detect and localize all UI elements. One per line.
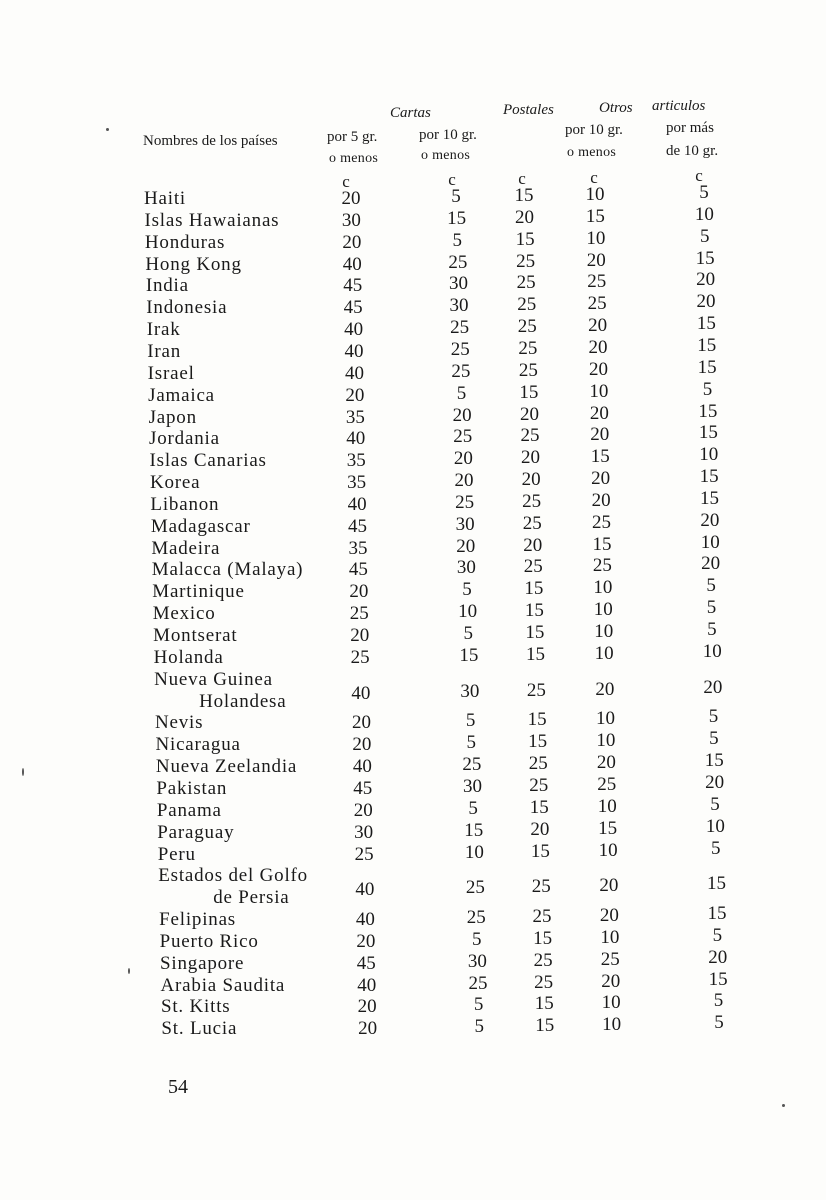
rate-cell: 10 [694,203,714,225]
rate-cell: 25 [462,754,482,776]
rate-cell: 20 [519,403,539,425]
country-name: Honduras [144,231,226,253]
rate-cell: 15 [700,487,719,509]
rate-cell: 40 [352,756,372,778]
rate-cell: 30 [460,680,480,702]
country-name: Islas Canarias [149,450,267,472]
rate-cell: 20 [356,930,376,952]
rate-cell: 25 [517,316,537,338]
rate-cell: 5 [452,229,462,251]
rate-cell: 15 [524,600,544,622]
rate-cell: 15 [529,796,549,818]
rate-cell: 25 [451,360,471,382]
rate-cell: 45 [356,952,376,974]
rate-cell: 25 [587,271,607,293]
rate-cell: 20 [590,424,610,446]
rate-cell: 15 [459,644,479,666]
rate-cell: 15 [514,185,534,206]
rate-cell: 25 [522,490,542,512]
rate-cell: 5 [473,994,484,1016]
header-omenos-3: o menos [567,145,617,160]
rate-cell: 15 [706,873,726,895]
country-name: Estados del Golfo [158,865,308,887]
country-name: Jamaica [148,384,215,406]
unit-label: c [448,170,456,189]
rate-cell: 30 [463,775,483,797]
country-name: Pakistan [156,777,228,799]
unit-label: c [590,168,598,187]
rate-cell: 20 [530,818,550,840]
rate-cell: 15 [590,446,610,468]
rate-cell: 25 [533,949,553,971]
rate-cell: 20 [591,489,611,511]
rate-cell: 20 [701,553,721,575]
scan-speck [106,128,109,131]
country-name: Felipinas [159,909,237,931]
country-name: India [145,275,189,297]
rate-cell: 5 [710,793,720,815]
scan-speck [128,968,130,974]
rate-cell: 25 [453,426,473,448]
rate-cell: 25 [450,317,470,339]
rate-cell: 5 [463,623,473,644]
rate-cell: 5 [713,990,724,1012]
rate-cell: 45 [348,515,368,537]
rate-cell: 15 [585,205,605,227]
rate-cell: 15 [698,400,718,422]
header-cartas: Cartas [390,105,431,121]
rate-cell: 15 [533,927,553,949]
country-name: Irak [146,319,181,341]
rate-cell: 10 [597,795,617,817]
rate-cell: 5 [709,728,719,750]
scan-speck [22,768,24,776]
rate-cell: 15 [708,968,728,990]
rate-cell: 25 [600,948,620,970]
country-name-continued: de Persia [213,887,290,909]
rate-cell: 10 [458,601,478,623]
rate-cell: 5 [699,182,709,203]
rate-cell: 5 [700,225,710,247]
rate-cell: 5 [706,575,716,597]
rate-cell: 35 [346,450,366,472]
rate-cell: 15 [528,731,548,753]
rate-cell: 10 [593,577,613,599]
rate-cell: 45 [343,275,363,297]
rate-cell: 45 [348,559,368,581]
country-name: Martinique [152,581,245,603]
country-name: Nueva Zeelandia [155,756,298,778]
rate-cell: 40 [357,974,377,996]
rate-cell: 25 [518,359,538,381]
header-por5: por 5 gr. [327,129,378,145]
rate-cell: 20 [521,469,541,491]
country-name: Madagascar [150,515,251,537]
rate-cell: 25 [522,512,542,534]
rate-cell: 25 [532,906,552,928]
rate-cell: 25 [534,971,554,993]
country-name-continued: Holandesa [199,690,287,712]
country-name: St. Lucia [161,1018,238,1040]
rate-cell: 10 [705,815,725,837]
country-name: Madeira [151,537,221,559]
rate-cell: 20 [456,535,476,557]
rate-cell: 20 [352,734,372,756]
rate-cell: 25 [517,294,537,316]
rate-cell: 25 [528,753,548,775]
rate-cell: 5 [702,378,713,400]
country-name: Nicaragua [155,734,241,756]
rate-cell: 25 [350,646,370,668]
rate-cell: 30 [449,295,469,317]
rate-cell: 35 [347,472,367,494]
rate-cell: 25 [526,679,546,701]
rate-cell: 5 [474,1016,484,1038]
rate-cell: 5 [462,579,472,601]
rate-cell: 20 [523,534,543,556]
country-name: Jordania [149,428,220,450]
header-articulos: articulos [652,98,706,114]
header-nombres: Nombres de los países [143,133,278,149]
header-omenos-2: o menos [421,148,471,163]
rate-cell: 5 [465,710,476,732]
header-por10-otros: por 10 gr. [565,122,623,138]
header-de10: de 10 gr. [666,143,719,159]
rate-cell: 15 [598,817,618,839]
country-name: Islas Hawaianas [144,209,280,231]
rate-cell: 10 [596,730,616,752]
rate-cell: 20 [342,231,362,253]
rate-cell: 25 [529,774,549,796]
rate-cell: 45 [343,297,363,319]
rate-cell: 20 [454,470,474,492]
rate-cell: 5 [466,732,477,754]
rate-cell: 20 [591,468,611,490]
rate-cell: 10 [702,640,722,662]
country-name: Haiti [144,188,186,209]
country-name: Montserat [153,625,238,646]
rate-cell: 15 [525,622,545,643]
rate-cell: 10 [594,621,614,642]
rate-cell: 40 [344,340,364,362]
rate-cell: 10 [585,184,605,205]
rate-cell: 20 [705,771,725,793]
rate-cell: 25 [465,877,485,899]
rate-cell: 5 [472,928,482,950]
rate-cell: 25 [592,511,612,533]
rate-cell: 25 [520,425,540,447]
rate-cell: 25 [587,293,607,315]
rate-cell: 10 [700,531,720,553]
rate-cell: 20 [599,875,619,897]
country-name: Iran [147,340,181,362]
rate-cell: 25 [597,773,617,795]
rate-cell: 15 [534,993,554,1015]
rate-cell: 45 [353,777,373,799]
rate-cell: 5 [456,382,467,404]
country-name: Japon [148,406,197,428]
rate-cell: 25 [516,272,536,294]
rate-cell: 15 [704,750,724,772]
rate-cell: 25 [349,603,369,625]
rate-cell: 15 [697,356,717,378]
scan-speck [782,1104,785,1107]
rate-cell: 35 [345,406,365,428]
rate-cell: 15 [464,819,484,841]
rate-cell: 10 [586,227,606,249]
rate-cell: 40 [344,362,364,384]
country-name: St. Kitts [160,996,231,1018]
rate-cell: 20 [357,996,377,1018]
rate-cell: 30 [341,209,361,231]
rate-cell: 30 [448,273,468,295]
country-name: Indonesia [146,297,228,319]
rate-cell: 20 [601,970,621,992]
rate-cell: 20 [358,1018,378,1040]
header-por10-cartas: por 10 gr. [419,127,477,143]
rate-cell: 5 [714,1012,724,1034]
rate-cell: 25 [468,972,488,994]
rate-cell: 5 [468,797,478,819]
rate-cell: 10 [601,992,621,1014]
rate-cell: 20 [350,625,370,646]
rate-cell: 25 [516,250,536,272]
rate-cell: 20 [341,188,361,209]
rate-cell: 15 [695,247,715,269]
rate-cell: 20 [700,509,720,531]
rate-cell: 10 [602,1014,622,1036]
rate-cell: 10 [594,642,614,664]
rate-cell: 10 [598,839,618,861]
rate-cell: 20 [353,799,373,821]
rate-cell: 20 [351,712,371,734]
rate-cell: 5 [707,619,717,640]
rate-cell: 30 [467,950,487,972]
rate-cell: 40 [342,253,362,275]
country-name: Peru [157,843,196,865]
rate-cell: 20 [345,384,365,406]
rate-cell: 15 [696,313,716,335]
country-name: Nueva Guinea [154,668,273,690]
country-name: Malacca (Malaya) [151,559,304,581]
rate-cell: 20 [708,946,728,968]
rate-cell: 15 [697,334,717,356]
rate-cell: 10 [593,599,613,621]
rate-cell: 20 [589,402,609,424]
rate-cell: 25 [448,251,468,273]
unit-label: c [695,166,703,185]
country-name: Holanda [153,646,224,668]
rate-cell: 20 [696,291,716,313]
rate-cell: 40 [346,428,366,450]
rate-cell: 20 [453,448,473,470]
rate-cell: 20 [521,447,541,469]
rate-cell: 5 [711,837,721,859]
rate-cell: 25 [466,907,486,929]
header-otros: Otros [599,100,633,116]
rate-cell: 15 [699,466,719,488]
rate-cell: 30 [456,557,476,579]
header-postales: Postales [503,102,554,118]
rate-cell: 30 [455,513,475,535]
rate-cell: 25 [523,556,543,578]
rate-cell: 15 [707,903,727,925]
rate-cell: 20 [349,581,369,603]
rate-cell: 35 [348,537,368,559]
rate-cell: 10 [589,380,609,402]
country-name: Nevis [155,712,204,734]
country-name: Panama [156,799,222,821]
rate-cell: 40 [351,682,371,704]
rate-cell: 20 [452,404,472,426]
country-name: Libanon [150,493,220,515]
rate-cell: 20 [595,678,615,700]
rate-cell: 15 [698,422,718,444]
rate-cell: 40 [355,909,375,931]
rate-cell: 5 [708,706,719,728]
rate-cell: 20 [596,752,616,774]
country-name: Israel [147,362,195,384]
rate-cell: 20 [599,905,619,927]
rate-cell: 25 [531,876,551,898]
rate-cell: 5 [706,597,717,619]
rate-cell: 30 [354,821,374,843]
rate-cell: 20 [586,249,606,271]
rate-cell: 20 [696,269,716,291]
rate-cell: 25 [518,337,538,359]
rate-cell: 15 [525,643,545,665]
rate-cell: 15 [524,578,544,600]
rate-cell: 15 [535,1015,555,1037]
unit-label: c [518,169,526,188]
rate-cell: 15 [447,207,467,229]
rate-cell: 15 [592,533,612,555]
rate-cell: 40 [355,879,375,901]
rate-cell: 15 [527,709,547,731]
country-name: Paraguay [157,821,235,843]
rate-cell: 5 [451,186,461,207]
page-number: 54 [168,1076,188,1098]
rate-cell: 20 [703,676,723,698]
rate-cell: 10 [699,444,719,466]
rate-cell: 20 [588,315,608,337]
country-name: Korea [149,472,201,494]
rate-cell: 40 [344,319,364,341]
rate-cell: 20 [588,358,608,380]
country-name: Puerto Rico [159,930,259,952]
rate-cell: 5 [712,924,723,946]
rate-cell: 25 [354,843,374,865]
rate-cell: 15 [515,228,535,250]
rate-cell: 15 [519,381,539,403]
country-name: Mexico [152,603,216,625]
rate-cell: 10 [600,926,620,948]
rate-cell: 25 [592,555,612,577]
rate-cell: 15 [530,840,550,862]
country-name: Hong Kong [145,253,242,275]
rate-cell: 20 [588,336,608,358]
country-name: Arabia Saudita [160,974,286,996]
unit-label: c [342,172,350,191]
rate-cell: 10 [595,708,615,730]
rate-cell: 25 [455,491,475,513]
rate-cell: 25 [450,338,470,360]
rate-cell: 10 [464,841,484,863]
header-omenos-1: o menos [329,151,379,166]
header-pormas: por más [666,120,714,136]
rate-cell: 20 [515,206,535,228]
country-name: Singapore [160,952,245,974]
rate-cell: 40 [347,493,367,515]
